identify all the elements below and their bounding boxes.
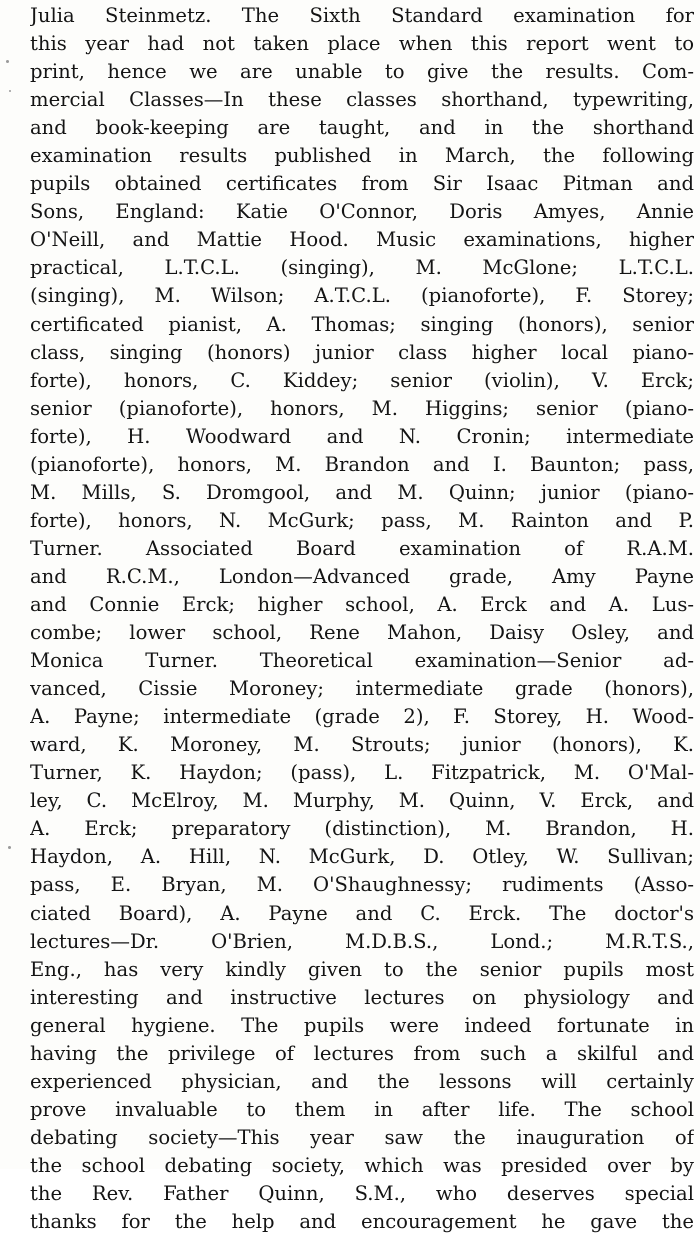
scan-speck (6, 60, 9, 63)
text-line: M. Mills, S. Dromgool, and M. Quinn; junior (piano- (30, 480, 694, 504)
text-line: practical, L.T.C.L. (singing), M. McGlone; L.T.C.L. (30, 256, 694, 280)
text-line: examination results published in March, the following (30, 144, 694, 168)
text-line: vanced, Cissie Moroney; intermediate grade (honors), (30, 677, 694, 701)
text-line: and R.C.M., London—Advanced grade, Amy Payne (30, 564, 694, 588)
text-line: A. Payne; intermediate (grade 2), F. Storey, H. Wood- (30, 705, 694, 729)
text-line: mercial Classes—In these classes shorthand, typewriting, (30, 88, 694, 112)
scan-speck (9, 90, 11, 92)
text-line: ciated Board), A. Payne and C. Erck. The doctor's (30, 901, 694, 925)
text-line: and book-keeping are taught, and in the shorthand (30, 116, 694, 140)
text-line: ward, K. Moroney, M. Strouts; junior (honors), K. (30, 733, 694, 757)
text-line: interesting and instructive lectures on physiology and (30, 985, 694, 1009)
text-line: class, singing (honors) junior class higher local piano- (30, 340, 694, 364)
text-line: forte), honors, C. Kiddey; senior (violin), V. Erck; (30, 368, 694, 392)
text-line: the school debating society, which was presided over by (30, 1153, 694, 1177)
text-line: ley, C. McElroy, M. Murphy, M. Quinn, V. Erck, and (30, 789, 694, 813)
text-line: (singing), M. Wilson; A.T.C.L. (pianoforte), F. Storey; (30, 284, 694, 308)
text-line: having the privilege of lectures from such a skilful and (30, 1041, 694, 1065)
body-text (30, 2, 694, 1236)
text-line: print, hence we are unable to give the results. Com- (30, 60, 694, 84)
text-line: the Rev. Father Quinn, S.M., who deserves special (30, 1181, 694, 1205)
text-line: (pianoforte), honors, M. Brandon and I. Baunton; pass, (30, 452, 694, 476)
text-line: and Connie Erck; higher school, A. Erck and A. Lus- (30, 592, 694, 616)
text-line: A. Erck; preparatory (distinction), M. Brandon, H. (30, 817, 694, 841)
text-line: Sons, England: Katie O'Connor, Doris Amyes, Annie (30, 200, 694, 224)
text-line: Monica Turner. Theoretical examination—Senior ad- (30, 649, 694, 673)
text-line: combe; lower school, Rene Mahon, Daisy Osley, and (30, 621, 694, 645)
text-line: Eng., has very kindly given to the senior pupils most (30, 957, 694, 981)
text-line: pass, E. Bryan, M. O'Shaughnessy; rudiments (Asso- (30, 873, 694, 897)
text-line: experienced physician, and the lessons will certainly (30, 1069, 694, 1093)
text-line: lectures—Dr. O'Brien, M.D.B.S., Lond.; M.R.T.S., (30, 929, 694, 953)
text-line: debating society—This year saw the inauguration of (30, 1125, 694, 1149)
text-line: Julia Steinmetz. The Sixth Standard examination for (30, 4, 694, 27)
text-line: forte), H. Woodward and N. Cronin; intermediate (30, 424, 694, 448)
text-line: certificated pianist, A. Thomas; singing (honors), senior (30, 312, 694, 336)
text-line: general hygiene. The pupils were indeed fortunate in (30, 1013, 694, 1037)
text-line: prove invaluable to them in after life. The school (30, 1097, 694, 1121)
scan-speck (8, 846, 11, 849)
text-line: Haydon, A. Hill, N. McGurk, D. Otley, W. Sullivan; (30, 845, 694, 869)
text-line: Turner, K. Haydon; (pass), L. Fitzpatrick, M. O'Mal- (30, 761, 694, 785)
text-line: pupils obtained certificates from Sir Isaac Pitman and (30, 172, 694, 196)
text-line: Turner. Associated Board examination of R.A.M. (30, 536, 694, 560)
text-line: senior (pianoforte), honors, M. Higgins; senior (piano- (30, 396, 694, 420)
text-line: this year had not taken place when this report went to (30, 32, 694, 56)
text-line: O'Neill, and Mattie Hood. Music examinations, higher (30, 228, 694, 252)
text-line: forte), honors, N. McGurk; pass, M. Rainton and P. (30, 508, 694, 532)
text-line: thanks for the help and encouragement he gave the (30, 1210, 694, 1234)
